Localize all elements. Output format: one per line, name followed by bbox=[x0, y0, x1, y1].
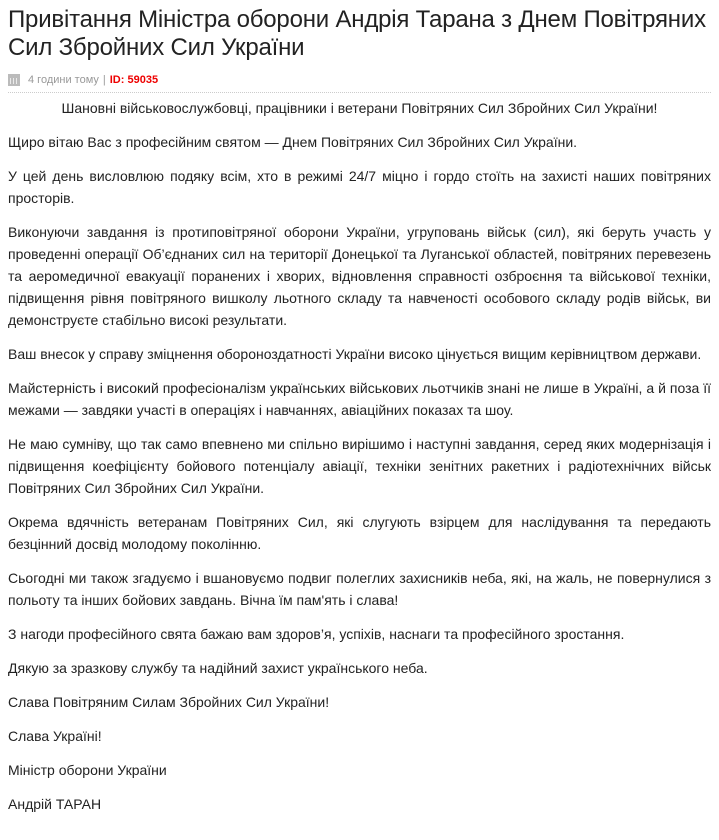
paragraph: З нагоди професійного свята бажаю вам здоров’я, успіхів, наснаги та професійного зростання. bbox=[8, 626, 625, 642]
calendar-icon bbox=[8, 74, 20, 86]
greeting: Шановні військовослужбовці, працівники і ветерани Повітряних Сил Збройних Сил України! bbox=[61, 100, 658, 116]
meta-separator: | bbox=[102, 74, 106, 86]
paragraph: Щиро вітаю Вас з професійним святом — Днем Повітряних Сил Збройних Сил України. bbox=[8, 134, 578, 150]
paragraph: У цей день висловлюю подяку всім, хто в режимі 24/7 міцно і гордо стоїть на захисті наших повітряних просторів. bbox=[8, 168, 711, 206]
article-id: ID: 59035 bbox=[109, 74, 159, 86]
signature-title: Міністр оборони України bbox=[8, 762, 167, 778]
paragraph: Слава Повітряним Силам Збройних Сил України! bbox=[8, 694, 330, 710]
paragraph: Ваш внесок у справу зміцнення обороноздатності України високо цінується вищим керівництвом держави. bbox=[8, 346, 702, 362]
article-title: Привітання Міністра оборони Андрія Тарана з Днем Повітряних Сил Збройних Сил України bbox=[8, 6, 706, 61]
paragraph: Виконуючи завдання із протиповітряної оборони України, угруповань військ (сил), які беруть участь у проведенні операції Об’єднаних сил на території Донецької та Луганської областей, повітряних перевезень та аеромедичної евакуації поранених і хворих, відновлення справності озброєння та військової техніки, підвищення рівня повітряного вишколу льотного складу та навченості особового складу родів військ, ви демонструєте стабільно високі результати. bbox=[8, 224, 711, 328]
publish-time: 4 години тому bbox=[28, 74, 99, 86]
article bbox=[0, 6, 719, 815]
paragraph: Не маю сумніву, що так само впевнено ми спільно вирішимо і наступні завдання, серед яких модернізація і підвищення коефіцієнту бойового потенціалу авіації, техніки зенітних ракетних і радіотехнічних військ Повітряних Сил Збройних Сил України. bbox=[8, 436, 711, 496]
paragraph: Дякую за зразкову службу та надійний захист українського неба. bbox=[8, 660, 428, 676]
article-meta bbox=[8, 74, 711, 93]
paragraph: Сьогодні ми також згадуємо і вшановуємо подвиг полеглих захисників неба, які, на жаль, не повернулися з польоту та інших бойових завдань. Вічна їм пам'ять і слава! bbox=[8, 570, 711, 608]
paragraph: Окрема вдячність ветеранам Повітряних Сил, які слугують взірцем для наслідування та передають безцінний досвід молодому поколінню. bbox=[8, 514, 711, 552]
signature-name: Андрій ТАРАН bbox=[8, 796, 102, 812]
article-body bbox=[8, 97, 711, 815]
paragraph: Слава Україні! bbox=[8, 728, 102, 744]
paragraph: Майстерність і високий професіоналізм українських військових льотчиків знані не лише в Україні, а й поза її межами — завдяки участі в операціях і навчаннях, авіаційних показах та шоу. bbox=[8, 380, 711, 418]
